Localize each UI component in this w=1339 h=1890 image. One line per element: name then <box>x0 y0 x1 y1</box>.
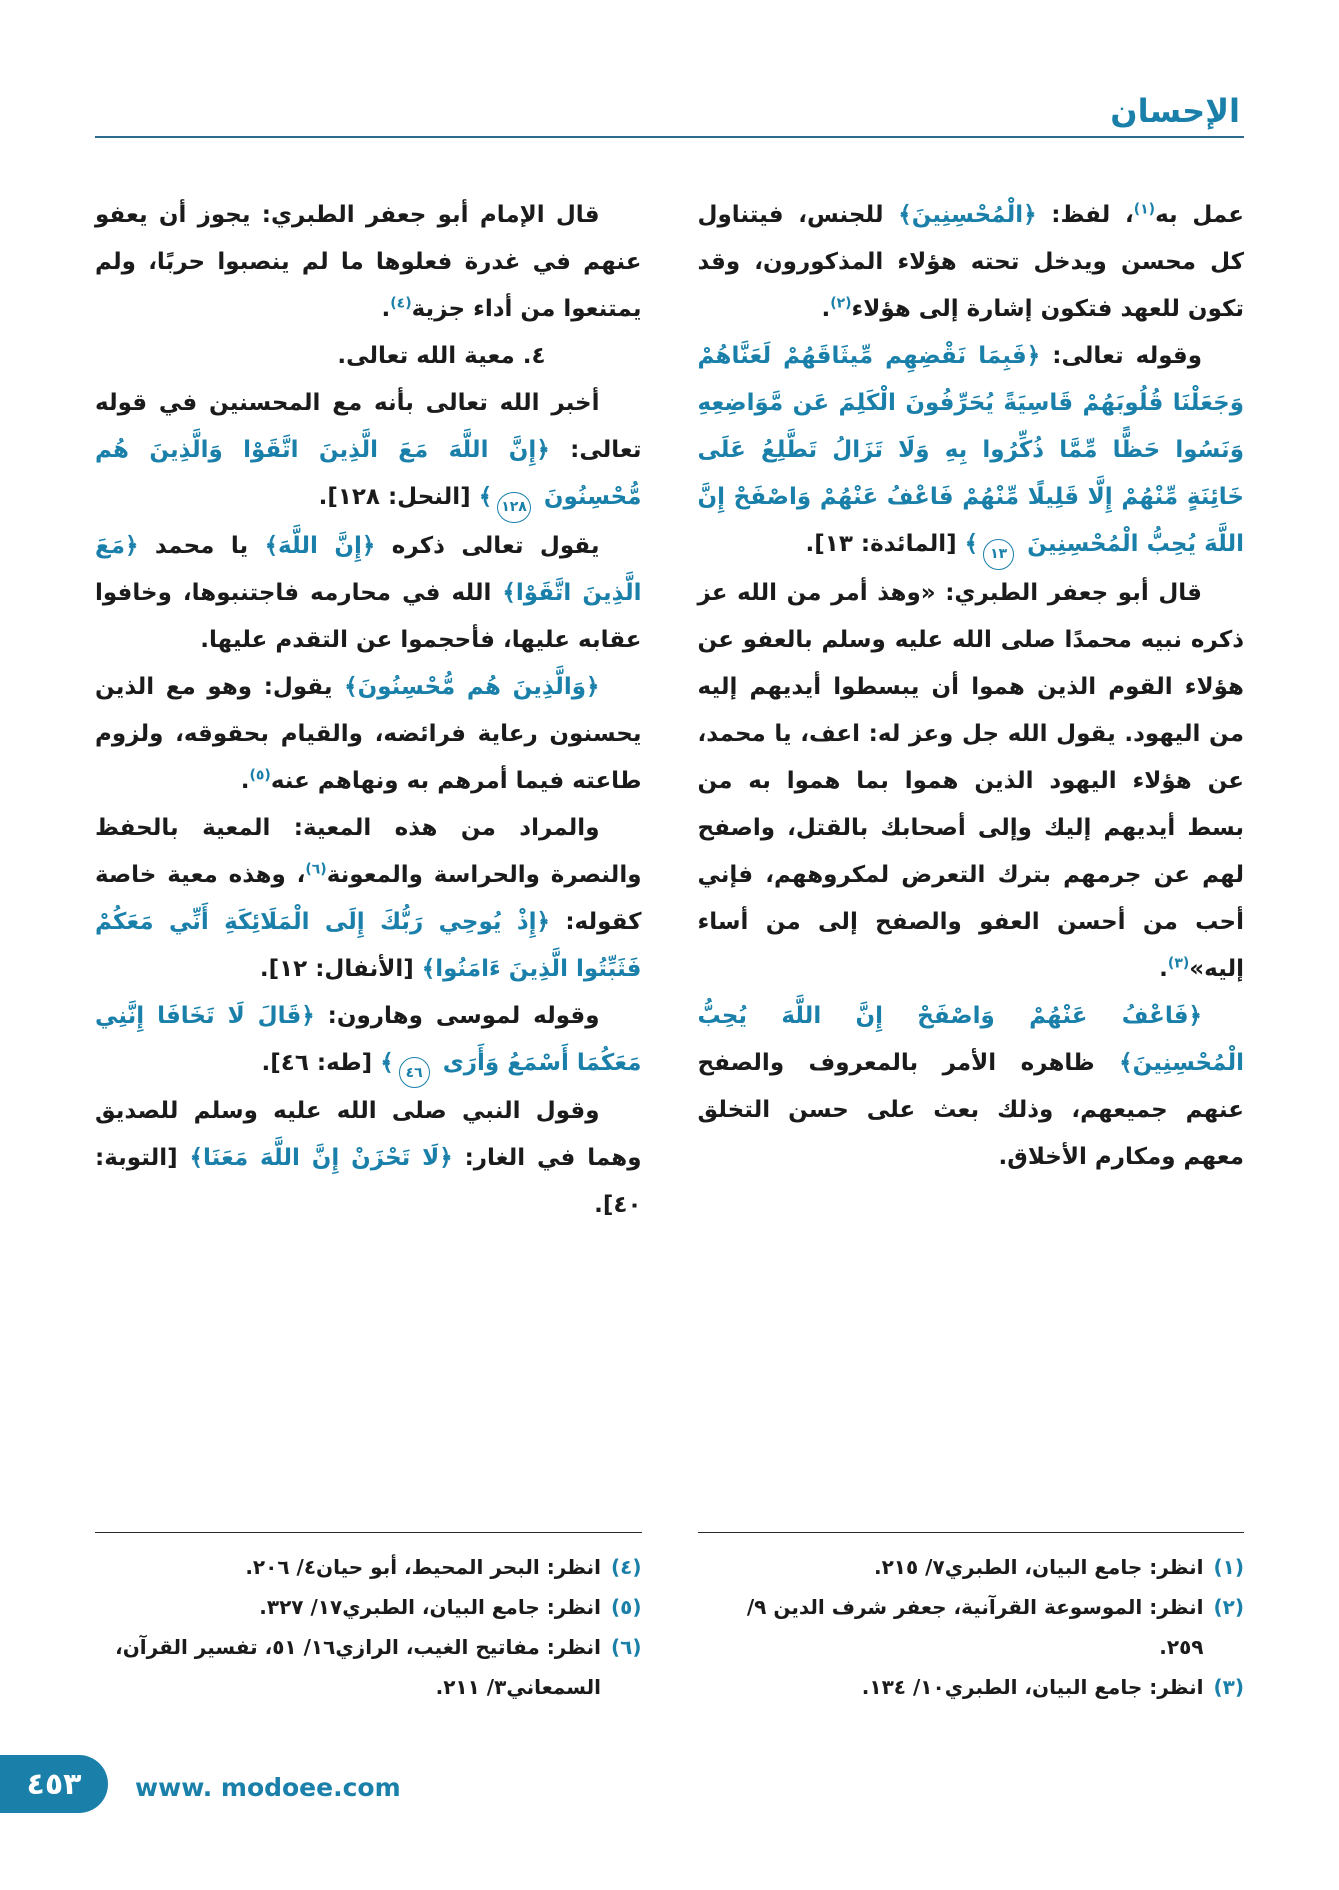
quran-quote: ﴿إِنَّ اللَّهَ﴾ <box>264 532 376 559</box>
page-number: ٤٥٣ <box>26 1766 82 1802</box>
body-text: يقول تعالى ذكره <box>375 532 600 559</box>
body-text: وقوله لموسى وهارون: <box>314 1002 600 1029</box>
footnote-number: (٤) <box>611 1555 642 1579</box>
header-rule <box>95 136 1244 138</box>
footnote-text: انظر: جامع البيان، الطبري٧/ ٢١٥. <box>873 1555 1204 1579</box>
paragraph <box>698 333 1245 570</box>
body-text: يقول: وهو مع الذين يحسنون رعاية فرائضه، والقيام بحقوقه، ولزوم طاعته فيما أمرهم به ونهاهم عنه <box>95 673 642 794</box>
quran-quote: ﴿فَبِمَا نَقْضِهِم مِّيثَاقَهُمْ لَعَنَّاهُمْ وَجَعَلْنَا قُلُوبَهُمْ قَاسِيَةً يُحَرِّفُونَ الْكَلِمَ عَن مَّوَاضِعِهِ وَنَسُوا حَظًّا مِّمَّا ذُكِّرُوا بِهِ وَلَا تَزَالُ تَطَّلِعُ عَلَى خَائِنَةٍ مِّنْهُمْ إِلَّا قَلِيلًا مِّنْهُمْ فَاعْفُ عَنْهُمْ وَاصْفَحْ إِنَّ اللَّهَ يُحِبُّ الْمُحْسِنِينَ <box>697 343 1244 557</box>
verse-reference: [الأنفال: ١٢]. <box>259 955 422 982</box>
body-text: . <box>381 296 391 322</box>
footnote-text: انظر: الموسوعة القرآنية، جعفر شرف الدين ٩/ ٢٥٩. <box>746 1595 1204 1659</box>
body-text: . <box>821 296 831 322</box>
column-left <box>95 192 642 1707</box>
body-text: . <box>1159 955 1168 982</box>
column-right-body <box>698 192 1245 1181</box>
chapter-title: الإحسان <box>1110 92 1240 130</box>
footnote-marker: (٢) <box>830 295 852 312</box>
page-header <box>95 92 1244 138</box>
footnote-text: انظر: مفاتيح الغيب، الرازي١٦/ ٥١، تفسير القرآن، السمعاني٣/ ٢١١. <box>115 1635 601 1699</box>
footnote-marker: (٦) <box>305 860 327 877</box>
footnote-separator <box>698 1532 1245 1533</box>
quran-quote: ﴾ <box>478 484 493 510</box>
paragraph <box>95 805 642 993</box>
footnote <box>698 1667 1245 1707</box>
footnote-number: (٦) <box>611 1635 642 1659</box>
quran-quote: ﴾ <box>964 531 979 557</box>
body-text: ، وهذه معية خاصة كقوله: <box>95 861 642 935</box>
body-text: ، لفظ: <box>1036 202 1134 228</box>
footnote-number: (١) <box>1213 1555 1244 1579</box>
ayah-number: ١٢٨ <box>497 492 531 523</box>
body-text: . <box>240 767 250 794</box>
quran-quote: ﴿إِذْ يُوحِي رَبُّكَ إِلَى الْمَلَائِكَةِ أَنِّي مَعَكُمْ فَثَبِّتُوا الَّذِينَ ءَامَنُوا﴾ <box>95 908 642 982</box>
footnote-text: انظر: البحر المحيط، أبو حيان٤/ ٢٠٦. <box>245 1555 601 1579</box>
body-text: يا محمد <box>138 532 265 559</box>
paragraph <box>698 192 1245 333</box>
page-number-tab <box>0 1755 108 1813</box>
footnote <box>95 1587 642 1627</box>
body-text: وقوله تعالى: <box>1040 343 1203 369</box>
quran-quote: ﴿قَالَ لَا تَخَافَا إِنَّنِي مَعَكُمَا أَسْمَعُ وَأَرَى <box>95 1002 642 1076</box>
paragraph <box>95 993 642 1089</box>
footnote-marker: (١) <box>1133 201 1156 218</box>
column-right <box>698 192 1245 1707</box>
footnote-text: انظر: جامع البيان، الطبري١٠/ ١٣٤. <box>861 1675 1204 1699</box>
quran-quote: ﴿إِنَّ اللَّهَ مَعَ الَّذِينَ اتَّقَوْا وَالَّذِينَ هُم مُّحْسِنُونَ <box>95 437 642 510</box>
footnote-marker: (٣) <box>1167 954 1190 971</box>
footnote <box>698 1587 1245 1667</box>
paragraph <box>95 1088 642 1229</box>
body-text: ٤. معية الله تعالى. <box>337 343 546 369</box>
paragraph <box>698 570 1245 993</box>
footnote-number: (٢) <box>1213 1595 1244 1619</box>
body-text: ظاهره الأمر بالمعروف والصفح عنهم جميعهم، وذلك بعث على حسن التخلق معهم ومكارم الأخلاق. <box>697 1049 1244 1170</box>
ayah-number: ١٣ <box>983 539 1014 570</box>
verse-reference: [النحل: ١٢٨]. <box>318 484 479 510</box>
footnote-separator <box>95 1532 642 1533</box>
quran-quote: ﴿الْمُحْسِنِينَ﴾ <box>898 202 1037 228</box>
quran-quote: ﴾ <box>380 1049 394 1076</box>
verse-reference: [المائدة: ١٣]. <box>805 531 965 557</box>
body-text: للجنس، فيتناول كل محسن ويدخل تحته هؤلاء المذكورون، وقد تكون للعهد فتكون إشارة إلى هؤلاء <box>697 202 1244 322</box>
footnote-marker: (٥) <box>249 766 271 783</box>
footnote-text: انظر: جامع البيان، الطبري١٧/ ٣٢٧. <box>259 1595 601 1619</box>
body-text: قال الإمام أبو جعفر الطبري: يجوز أن يعفو عنهم في غدرة فعلوها ما لم ينصبوا حربًا، ولم يمتنعوا من أداء جزية <box>95 202 642 322</box>
footnote-marker: (٤) <box>390 295 412 312</box>
quran-quote: ﴿مَعَ الَّذِينَ اتَّقَوْا﴾ <box>95 532 642 606</box>
footnote-number: (٥) <box>611 1595 642 1619</box>
verse-reference: [التوبة: ٤٠]. <box>95 1145 642 1218</box>
paragraph <box>95 192 642 333</box>
paragraph <box>95 523 642 664</box>
section-heading <box>95 333 642 380</box>
body-text: عمل به <box>1155 202 1244 228</box>
quran-quote: ﴿فَاعْفُ عَنْهُمْ وَاصْفَحْ إِنَّ اللَّهَ يُحِبُّ الْمُحْسِنِينَ﴾ <box>697 1002 1244 1076</box>
footnote <box>95 1547 642 1587</box>
quran-quote: ﴿وَالَّذِينَ هُم مُّحْسِنُونَ﴾ <box>344 673 600 700</box>
ayah-number: ٤٦ <box>399 1057 430 1088</box>
paragraph <box>95 380 642 523</box>
body-text: أخبر الله تعالى بأنه مع المحسنين في قوله تعالى: <box>95 390 642 463</box>
body-text: الله في محارمه فاجتنبوها، وخافوا عقابه عليها، فأحجموا عن التقدم عليها. <box>95 579 642 653</box>
column-left-body <box>95 192 642 1229</box>
footnote <box>95 1627 642 1707</box>
body-text: والمراد من هذه المعية: المعية بالحفظ والنصرة والحراسة والمعونة <box>95 814 642 888</box>
quran-quote: ﴿لَا تَحْزَنْ إِنَّ اللَّهَ مَعَنَا﴾ <box>189 1145 453 1171</box>
column-left-footnotes <box>95 1547 642 1707</box>
verse-reference: [طه: ٤٦]. <box>261 1049 381 1076</box>
column-right-footnotes <box>698 1547 1245 1707</box>
body-text: قال أبو جعفر الطبري: «وهذ أمر من الله عز ذكره نبيه محمدًا صلى الله عليه وسلم بالعفو عن هؤلاء القوم الذين هموا أن يبسطوا أيديهم إليه من اليهود. يقول الله جل وعز له: اعف، يا محمد، عن هؤلاء اليهود الذين هموا بما هموا به من بسط أيديهم إليك وإلى أصحابك بالقتل، واصفح لهم عن جرمهم بترك التعرض لمكروههم، فإني أحب من أحسن العفو والصفح إلى من أساء إليه» <box>697 579 1244 982</box>
website-url: www. modoee.com <box>135 1773 401 1802</box>
paragraph <box>698 993 1245 1181</box>
text-columns <box>95 192 1244 1707</box>
paragraph <box>95 664 642 805</box>
footnote-number: (٣) <box>1213 1675 1244 1699</box>
footnote <box>698 1547 1245 1587</box>
body-text: وقول النبي صلى الله عليه وسلم للصديق وهما في الغار: <box>95 1098 642 1171</box>
